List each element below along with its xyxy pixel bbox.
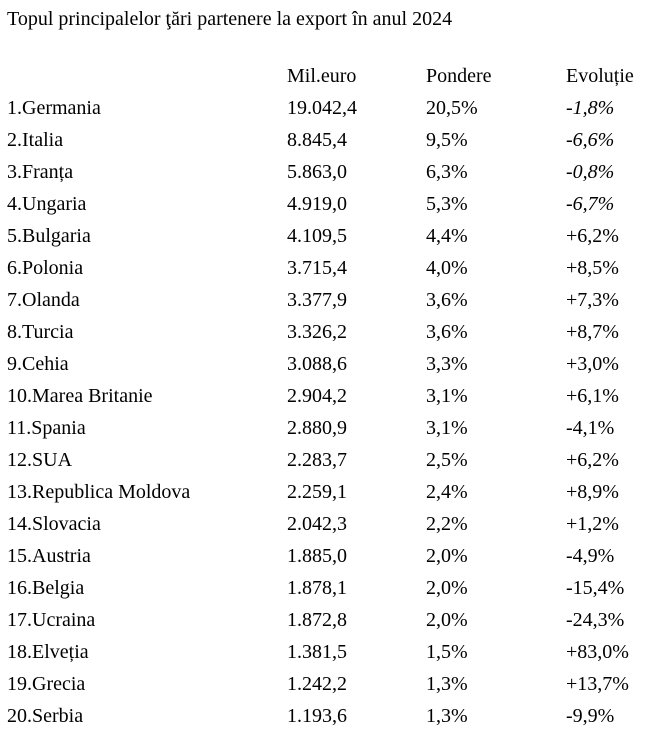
table-header-row [0, 60, 650, 92]
table-row [0, 476, 650, 508]
value-cell: 3.088,6 [287, 353, 347, 375]
table-row [0, 604, 650, 636]
country-cell: 4.Ungaria [7, 193, 87, 215]
evolution-cell: +6,2% [566, 449, 619, 471]
table-row [0, 508, 650, 540]
country-cell: 3.Franța [7, 161, 74, 183]
evolution-cell: -1,8% [566, 97, 615, 119]
evolution-cell: -24,3% [566, 609, 625, 631]
country-cell: 6.Polonia [7, 257, 84, 279]
country-cell: 13.Republica Moldova [7, 481, 191, 503]
table-row [0, 156, 650, 188]
country-cell: 8.Turcia [7, 321, 74, 343]
evolution-cell: -4,9% [566, 545, 615, 567]
table-row [0, 572, 650, 604]
evolution-cell: -6,6% [566, 129, 615, 151]
evolution-cell: +7,3% [566, 289, 619, 311]
share-cell: 6,3% [426, 161, 468, 183]
share-cell: 1,5% [426, 641, 468, 663]
value-cell: 1.878,1 [287, 577, 347, 599]
evolution-cell: +1,2% [566, 513, 619, 535]
share-cell: 2,2% [426, 513, 468, 535]
share-cell: 3,6% [426, 289, 468, 311]
value-cell: 19.042,4 [287, 97, 357, 119]
country-cell: 18.Elveția [7, 641, 89, 663]
country-cell: 17.Ucraina [7, 609, 96, 631]
evolution-cell: +8,7% [566, 321, 619, 343]
country-cell: 10.Marea Britanie [7, 385, 153, 407]
table-row [0, 700, 650, 732]
header-share: Pondere [426, 65, 492, 87]
evolution-cell: +13,7% [566, 673, 629, 695]
table-body [0, 92, 650, 732]
evolution-cell: +83,0% [566, 641, 629, 663]
table-row [0, 252, 650, 284]
share-cell: 2,0% [426, 577, 468, 599]
evolution-cell: +8,5% [566, 257, 619, 279]
value-cell: 1.242,2 [287, 673, 347, 695]
country-cell: 14.Slovacia [7, 513, 101, 535]
value-cell: 8.845,4 [287, 129, 347, 151]
table-row [0, 220, 650, 252]
value-cell: 1.381,5 [287, 641, 347, 663]
country-cell: 20.Serbia [7, 705, 84, 727]
country-cell: 16.Belgia [7, 577, 85, 599]
country-cell: 12.SUA [7, 449, 73, 471]
share-cell: 2,4% [426, 481, 468, 503]
share-cell: 20,5% [426, 97, 478, 119]
country-cell: 7.Olanda [7, 289, 80, 311]
table-row [0, 412, 650, 444]
value-cell: 1.872,8 [287, 609, 347, 631]
country-cell: 11.Spania [7, 417, 86, 439]
country-cell: 9.Cehia [7, 353, 69, 375]
table-row [0, 124, 650, 156]
evolution-cell: -0,8% [566, 161, 615, 183]
value-cell: 4.919,0 [287, 193, 347, 215]
export-partners-table [0, 60, 650, 732]
share-cell: 5,3% [426, 193, 468, 215]
table-row [0, 348, 650, 380]
table-row [0, 316, 650, 348]
share-cell: 2,5% [426, 449, 468, 471]
page-title: Topul principalelor ţări partenere la export în anul 2024 [7, 8, 453, 30]
share-cell: 2,0% [426, 545, 468, 567]
table-row [0, 284, 650, 316]
table-row [0, 92, 650, 124]
value-cell: 2.283,7 [287, 449, 347, 471]
share-cell: 2,0% [426, 609, 468, 631]
evolution-cell: +8,9% [566, 481, 619, 503]
value-cell: 4.109,5 [287, 225, 347, 247]
evolution-cell: -6,7% [566, 193, 615, 215]
table-row [0, 444, 650, 476]
header-value: Mil.euro [287, 65, 357, 87]
country-cell: 5.Bulgaria [7, 225, 91, 247]
share-cell: 1,3% [426, 705, 468, 727]
value-cell: 3.377,9 [287, 289, 347, 311]
evolution-cell: -9,9% [566, 705, 615, 727]
share-cell: 4,0% [426, 257, 468, 279]
share-cell: 1,3% [426, 673, 468, 695]
evolution-cell: +3,0% [566, 353, 619, 375]
value-cell: 3.326,2 [287, 321, 347, 343]
evolution-cell: -15,4% [566, 577, 625, 599]
share-cell: 9,5% [426, 129, 468, 151]
table-row [0, 668, 650, 700]
share-cell: 3,6% [426, 321, 468, 343]
evolution-cell: +6,1% [566, 385, 619, 407]
share-cell: 3,1% [426, 417, 468, 439]
value-cell: 3.715,4 [287, 257, 347, 279]
value-cell: 5.863,0 [287, 161, 347, 183]
header-evolution: Evoluție [566, 65, 634, 87]
table-row [0, 540, 650, 572]
evolution-cell: -4,1% [566, 417, 615, 439]
share-cell: 4,4% [426, 225, 468, 247]
share-cell: 3,3% [426, 353, 468, 375]
country-cell: 1.Germania [7, 97, 101, 119]
country-cell: 19.Grecia [7, 673, 86, 695]
value-cell: 2.904,2 [287, 385, 347, 407]
value-cell: 2.042,3 [287, 513, 347, 535]
value-cell: 1.193,6 [287, 705, 347, 727]
value-cell: 1.885,0 [287, 545, 347, 567]
value-cell: 2.259,1 [287, 481, 347, 503]
table-row [0, 188, 650, 220]
country-cell: 2.Italia [7, 129, 64, 151]
evolution-cell: +6,2% [566, 225, 619, 247]
table-row [0, 636, 650, 668]
value-cell: 2.880,9 [287, 417, 347, 439]
table-row [0, 380, 650, 412]
share-cell: 3,1% [426, 385, 468, 407]
country-cell: 15.Austria [7, 545, 91, 567]
